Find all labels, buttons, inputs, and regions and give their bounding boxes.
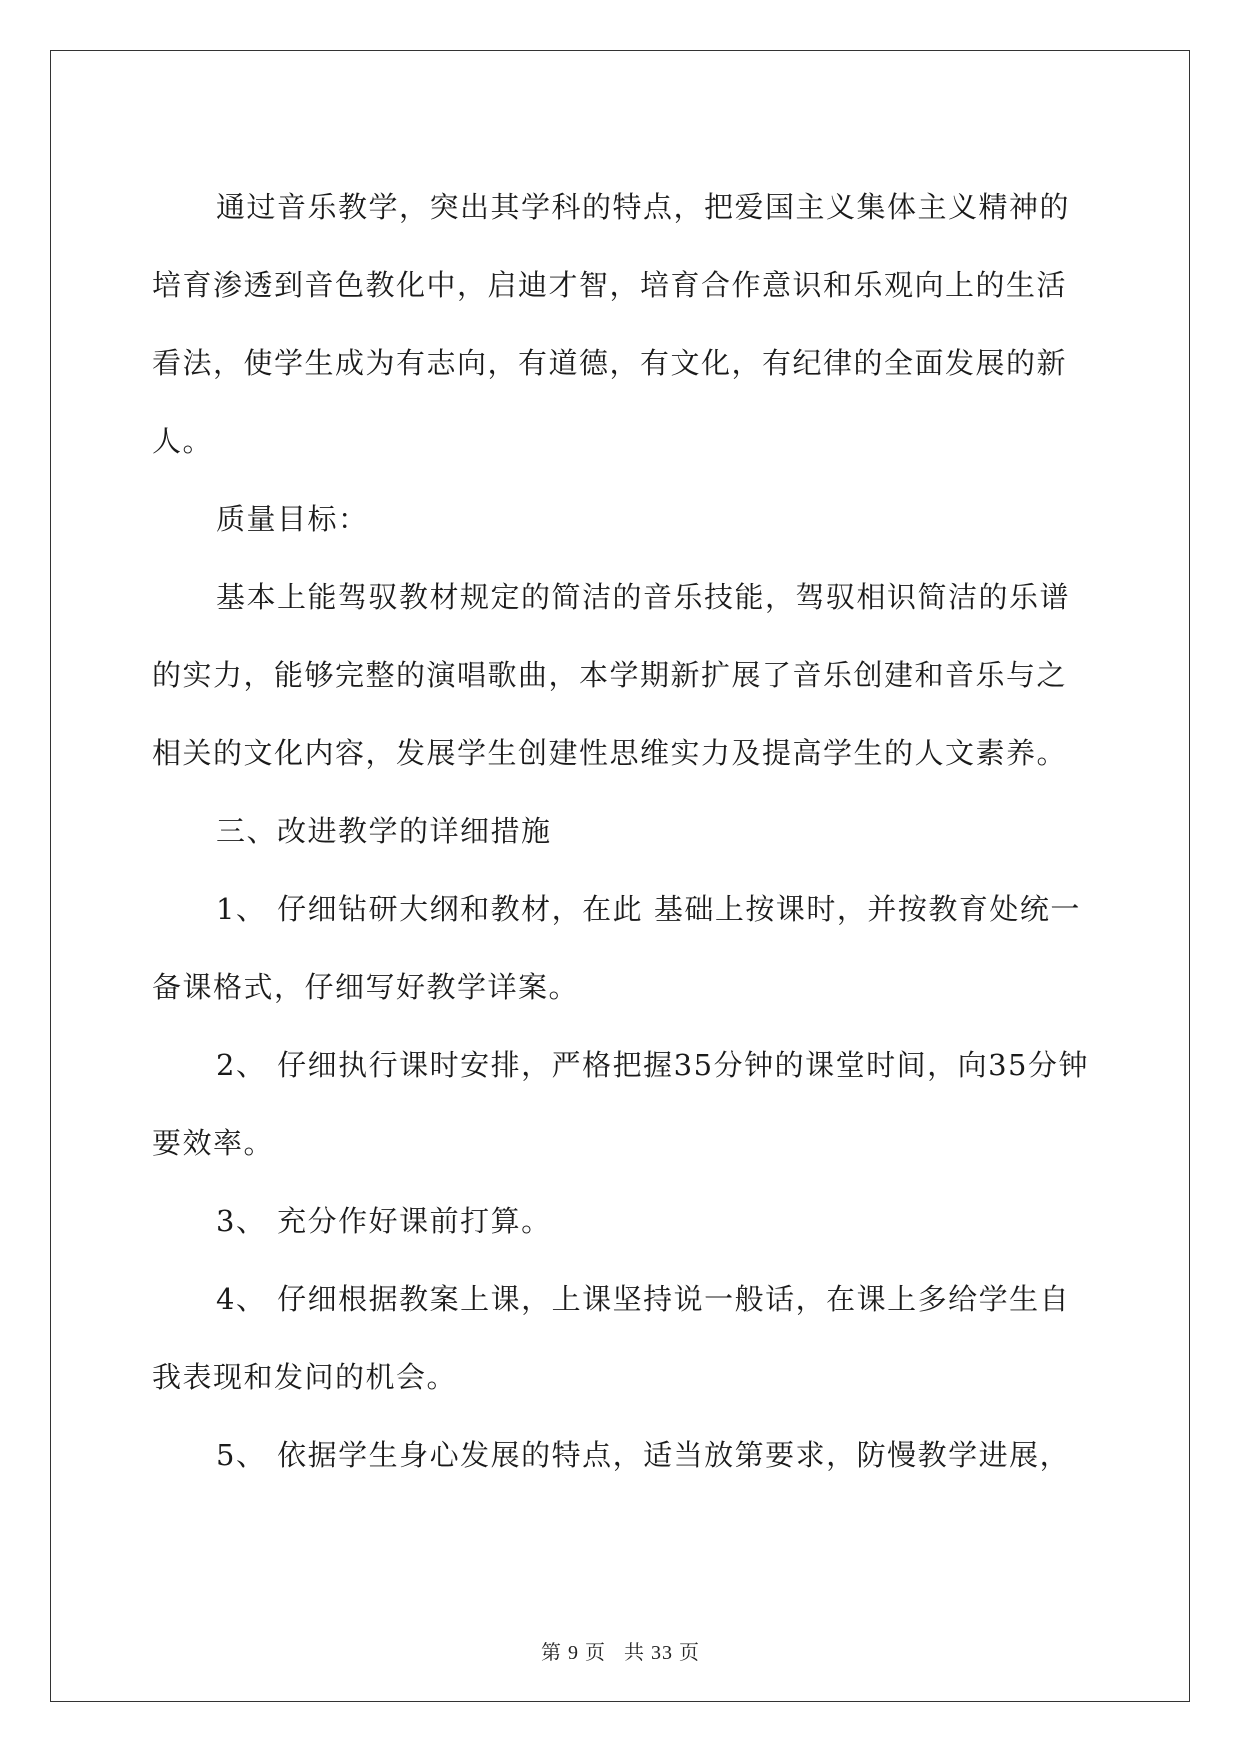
paragraph-quality-heading: 质量目标： <box>216 502 369 536</box>
page-number: 第 9 页 <box>541 1642 606 1664</box>
list-item-4: 4、 仔细根据教案上课，上课坚持说一般话，在课上多给学生自我表现和发问的机会。 <box>152 1282 1071 1394</box>
paragraph-quality-goal: 基本上能驾驭教材规定的简洁的音乐技能，驾驭相识简洁的乐谱的实力，能够完整的演唱歌曲，本学期新扩展了音乐创建和音乐与之相关的文化内容，发展学生创建性思维实力及提高学生的人文素养。 <box>152 580 1071 770</box>
list-item-3: 3、 充分作好课前打算。 <box>216 1204 552 1238</box>
list-item-5: 5、 依据学生身心发展的特点，适当放第要求，防慢教学进展， <box>216 1438 1071 1472</box>
list-item-2: 2、 仔细执行课时安排，严格把握35分钟的课堂时间，向35分钟要效率。 <box>152 1048 1089 1160</box>
paragraph-intro: 通过音乐教学，突出其学科的特点，把爱国主义集体主义精神的培育渗透到音色教化中，启迪才智，培育合作意识和乐观向上的生活看法，使学生成为有志向，有道德，有文化，有纪律的全面发展的新人。 <box>152 190 1071 458</box>
section-heading-measures: 三、改进教学的详细措施 <box>216 814 552 848</box>
document-body <box>152 168 1090 1494</box>
page-total: 共 33 页 <box>624 1642 700 1664</box>
page-footer <box>0 1636 1241 1665</box>
list-item-1: 1、 仔细钻研大纲和教材，在此 基础上按课时，并按教育处统一备课格式，仔细写好教学详案。 <box>152 892 1081 1004</box>
